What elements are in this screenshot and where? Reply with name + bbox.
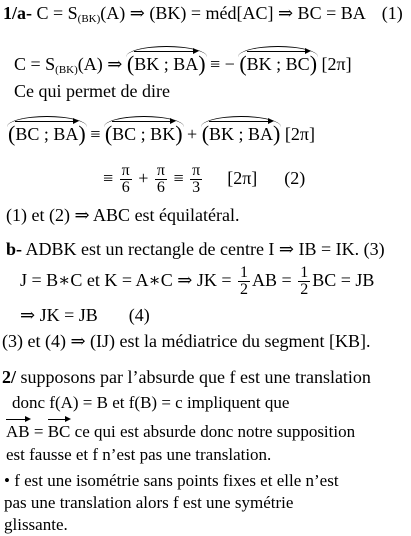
numerator: π bbox=[121, 162, 130, 180]
equiv-symbol: ≡ bbox=[90, 124, 101, 144]
angle-bc-ba: (BC ; BA) bbox=[8, 116, 86, 145]
subscript: (BK) bbox=[55, 64, 78, 76]
text: supposons par l’absurde que f est une translation bbox=[20, 367, 371, 387]
line-2-hypothesis bbox=[2, 366, 371, 388]
vector-pair: BK ; BA bbox=[134, 50, 198, 75]
equiv-symbol: ≡ bbox=[173, 168, 184, 188]
text: C = S bbox=[14, 54, 56, 74]
equals-symbol: = bbox=[33, 422, 44, 441]
numerator: π bbox=[192, 162, 201, 180]
denominator: 6 bbox=[156, 179, 165, 197]
equation-number: (4) bbox=[128, 305, 150, 325]
fraction-pi-3 bbox=[190, 163, 202, 196]
subscript: (BK) bbox=[77, 13, 101, 25]
denominator: 6 bbox=[121, 179, 130, 197]
denominator: 2 bbox=[240, 281, 249, 299]
angle-bk-ba-2: (BK ; BA) bbox=[202, 116, 281, 145]
vector-pair: BC ; BK bbox=[112, 120, 175, 145]
line-1b-jk-jb bbox=[20, 304, 150, 326]
fraction-one-half-b bbox=[298, 265, 310, 298]
numerator: 1 bbox=[240, 264, 249, 282]
text: Ce qui permet de dire bbox=[14, 81, 170, 101]
line-1a-transition bbox=[14, 80, 170, 102]
line-1a-result bbox=[103, 160, 305, 196]
numerator: π bbox=[156, 162, 165, 180]
modulo: [2π] bbox=[227, 168, 258, 188]
text: ADBK est un rectangle de centre I ⇒ IB = IK. bbox=[25, 239, 360, 259]
equiv-minus: ≡ − bbox=[210, 54, 235, 74]
text: AB = bbox=[252, 270, 292, 290]
plus-symbol: + bbox=[138, 168, 149, 188]
fraction-pi-6-b bbox=[155, 163, 167, 196]
text: est fausse et f n’est pas une translation. bbox=[6, 445, 272, 464]
text: BC = JB bbox=[312, 270, 375, 290]
text: J = B∗C et K = A∗C ⇒ JK = bbox=[20, 270, 232, 290]
line-1b-rectangle bbox=[6, 238, 385, 260]
angle-bk-bc: (BK ; BC) bbox=[239, 46, 317, 75]
fraction-one-half bbox=[238, 265, 250, 298]
text: (3) et (4) ⇒ (IJ) est la médiatrice du segment [KB]. bbox=[2, 331, 371, 351]
equiv-symbol: ≡ bbox=[103, 168, 114, 188]
plus-symbol: + bbox=[187, 124, 198, 144]
line-1b-conclusion bbox=[2, 330, 370, 352]
line-2-images bbox=[12, 392, 289, 414]
equation-number: (2) bbox=[284, 168, 306, 188]
text: • f est une isométrie sans points fixes et elle n’est bbox=[4, 471, 339, 490]
line-2-vectors bbox=[6, 418, 355, 443]
line-2-glide bbox=[4, 492, 293, 514]
vector-bc: BC bbox=[48, 418, 71, 443]
text: pas une translation alors f est une symétrie bbox=[4, 493, 294, 512]
vector-pair: BC ; BA bbox=[15, 120, 78, 145]
part-1b-label: b- bbox=[6, 239, 23, 259]
text: C = S bbox=[36, 3, 78, 23]
line-2-not-translation bbox=[6, 444, 271, 466]
modulo: [2π] bbox=[284, 124, 315, 144]
line-2-glissante bbox=[4, 514, 68, 536]
vector-pair: BK ; BC bbox=[247, 50, 310, 75]
line-1a-definition bbox=[3, 2, 403, 24]
part-2-label: 2/ bbox=[2, 367, 17, 387]
angle-bc-bk: (BC ; BK) bbox=[105, 116, 183, 145]
text: donc f(A) = B et f(B) = c impliquent que bbox=[12, 393, 290, 412]
line-1a-conclusion bbox=[6, 204, 240, 226]
text: ce qui est absurde donc notre supposition bbox=[74, 422, 356, 441]
numerator: 1 bbox=[300, 264, 309, 282]
text: glissante. bbox=[4, 515, 68, 534]
angle-bk-ba: (BK ; BA) bbox=[127, 46, 206, 75]
modulo: [2π] bbox=[321, 54, 352, 74]
line-1a-chasles bbox=[8, 116, 315, 145]
text: ⇒ JK = JB bbox=[20, 305, 98, 325]
text: (A) ⇒ (BK) = méd[AC] ⇒ BC = BA bbox=[100, 3, 365, 23]
text: (A) ⇒ bbox=[77, 54, 123, 74]
line-2-isometry bbox=[4, 470, 339, 492]
denominator: 3 bbox=[192, 179, 201, 197]
equation-number: (1) bbox=[381, 3, 403, 23]
text: (1) et (2) ⇒ ABC est équilatéral. bbox=[6, 205, 240, 225]
line-1b-midpoints bbox=[20, 262, 374, 298]
fraction-pi-6 bbox=[120, 163, 132, 196]
vector-ab: AB bbox=[6, 418, 30, 443]
part-1a-label: 1/a- bbox=[3, 3, 32, 23]
denominator: 2 bbox=[300, 281, 309, 299]
vector-pair: BK ; BA bbox=[209, 120, 273, 145]
line-1a-angle-relation bbox=[14, 46, 352, 75]
equation-number: (3) bbox=[363, 239, 385, 259]
